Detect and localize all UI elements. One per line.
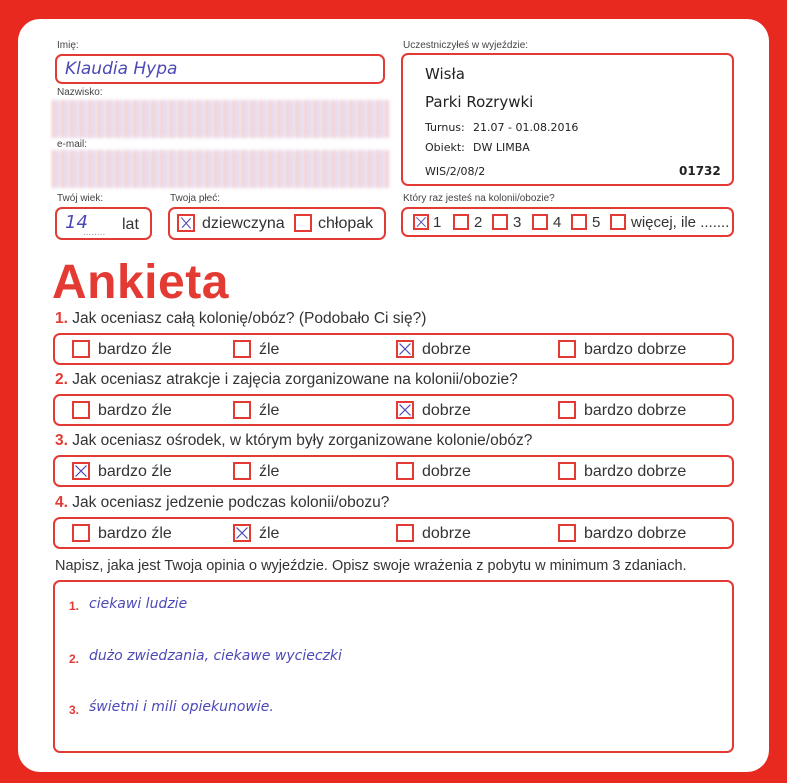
q4-good-checkbox[interactable]	[396, 524, 414, 542]
q2-bad-label: źle	[259, 402, 280, 419]
question-4-text	[55, 494, 389, 512]
check-x-icon	[74, 464, 88, 478]
name-value: Klaudia Hypa	[65, 59, 178, 79]
gender-label: Twoja płeć:	[170, 193, 221, 204]
trip-label: Uczestniczyłeś w wyjeździe:	[403, 40, 529, 51]
times-3-label: 3	[513, 214, 522, 231]
email-label: e-mail:	[57, 139, 88, 150]
question-1-text	[55, 310, 426, 328]
q4-very-bad-label: bardzo źle	[98, 525, 172, 542]
q1-very-bad-label: bardzo źle	[98, 341, 172, 358]
times-5-checkbox[interactable]	[571, 214, 587, 230]
q4-bad-label: źle	[259, 525, 280, 542]
page-title: Ankieta	[52, 256, 229, 309]
age-value: 14	[65, 212, 88, 233]
times-label: Który raz jesteś na kolonii/obozie?	[403, 193, 555, 204]
question-number: 1.	[55, 310, 68, 327]
question-label: Jak oceniasz całą kolonię/obóz? (Podobało Ci się?)	[72, 310, 427, 327]
q2-very-good-label: bardzo dobrze	[584, 402, 687, 419]
opinion-1-text: ciekawi ludzie	[89, 596, 188, 612]
name-field[interactable]	[55, 54, 385, 84]
surname-label: Nazwisko:	[57, 87, 103, 98]
q1-very-good-label: bardzo dobrze	[584, 341, 687, 358]
trip-place: Wisła	[425, 65, 465, 83]
email-redacted	[52, 150, 390, 188]
q2-very-bad-checkbox[interactable]	[72, 401, 90, 419]
turnus-value: 21.07 - 01.08.2016	[473, 121, 579, 134]
opinion-2-text: dużo zwiedzania, ciekawe wycieczki	[89, 648, 342, 664]
q4-bad-checkbox[interactable]	[233, 524, 251, 542]
question-label: Jak oceniasz ośrodek, w którym były zorganizowane kolonie/obóz?	[72, 432, 533, 449]
trip-number: 01732	[679, 164, 721, 178]
surname-redacted	[52, 100, 390, 138]
question-number: 4.	[55, 494, 68, 511]
check-x-icon	[179, 216, 193, 230]
q1-very-good-checkbox[interactable]	[558, 340, 576, 358]
check-x-icon	[415, 216, 427, 228]
times-5-label: 5	[592, 214, 601, 231]
gender-boy-checkbox[interactable]	[294, 214, 312, 232]
opinion-3-num: 3.	[69, 703, 80, 717]
q3-bad-checkbox[interactable]	[233, 462, 251, 480]
q4-very-good-checkbox[interactable]	[558, 524, 576, 542]
q1-bad-checkbox[interactable]	[233, 340, 251, 358]
q2-good-label: dobrze	[422, 402, 471, 419]
q3-very-bad-label: bardzo źle	[98, 463, 172, 480]
question-number: 2.	[55, 371, 68, 388]
times-more-checkbox[interactable]	[610, 214, 626, 230]
times-1-checkbox[interactable]	[413, 214, 429, 230]
q2-very-good-checkbox[interactable]	[558, 401, 576, 419]
q1-good-label: dobrze	[422, 341, 471, 358]
q1-good-checkbox[interactable]	[396, 340, 414, 358]
age-unit: lat	[122, 216, 139, 233]
q2-good-checkbox[interactable]	[396, 401, 414, 419]
question-2-text	[55, 371, 518, 389]
trip-code: WIS/2/08/2	[425, 165, 486, 178]
gender-boy-label: chłopak	[318, 215, 374, 232]
q3-good-checkbox[interactable]	[396, 462, 414, 480]
q3-very-good-checkbox[interactable]	[558, 462, 576, 480]
trip-venue: Parki Rozrywki	[425, 93, 534, 111]
q3-bad-label: źle	[259, 463, 280, 480]
question-3-text	[55, 432, 532, 450]
opinion-2-num: 2.	[69, 652, 80, 666]
opinion-1-num: 1.	[69, 599, 80, 613]
age-field[interactable]	[55, 207, 152, 240]
obiekt-label: Obiekt:	[425, 141, 465, 154]
q2-very-bad-label: bardzo źle	[98, 402, 172, 419]
turnus-label: Turnus:	[425, 121, 465, 134]
q4-very-bad-checkbox[interactable]	[72, 524, 90, 542]
times-2-checkbox[interactable]	[453, 214, 469, 230]
name-label: Imię:	[57, 40, 79, 51]
check-x-icon	[398, 403, 412, 417]
check-x-icon	[398, 342, 412, 356]
q3-good-label: dobrze	[422, 463, 471, 480]
question-label: Jak oceniasz atrakcje i zajęcia zorganizowane na kolonii/obozie?	[72, 371, 518, 388]
question-number: 3.	[55, 432, 68, 449]
times-3-checkbox[interactable]	[492, 214, 508, 230]
q2-bad-checkbox[interactable]	[233, 401, 251, 419]
times-4-checkbox[interactable]	[532, 214, 548, 230]
question-label: Jak oceniasz jedzenie podczas kolonii/obozu?	[72, 494, 390, 511]
obiekt-value: DW LIMBA	[473, 141, 530, 154]
gender-girl-checkbox[interactable]	[177, 214, 195, 232]
times-4-label: 4	[553, 214, 562, 231]
trip-info-box	[401, 53, 734, 186]
times-1-label: 1	[433, 214, 442, 231]
age-dots: ........	[83, 227, 106, 238]
q3-very-bad-checkbox[interactable]	[72, 462, 90, 480]
opinion-3-text: świetni i mili opiekunowie.	[89, 699, 274, 715]
opinion-field[interactable]	[53, 580, 734, 753]
age-label: Twój wiek:	[57, 193, 104, 204]
q4-very-good-label: bardzo dobrze	[584, 525, 687, 542]
opinion-prompt: Napisz, jaka jest Twoja opinia o wyjeździe. Opisz swoje wrażenia z pobytu w minimum 3 zdaniach.	[55, 558, 687, 574]
q1-bad-label: źle	[259, 341, 280, 358]
times-2-label: 2	[474, 214, 483, 231]
times-more-label: więcej, ile .......	[631, 214, 730, 231]
gender-girl-label: dziewczyna	[202, 215, 285, 232]
q1-very-bad-checkbox[interactable]	[72, 340, 90, 358]
q3-very-good-label: bardzo dobrze	[584, 463, 687, 480]
q4-good-label: dobrze	[422, 525, 471, 542]
check-x-icon	[235, 526, 249, 540]
